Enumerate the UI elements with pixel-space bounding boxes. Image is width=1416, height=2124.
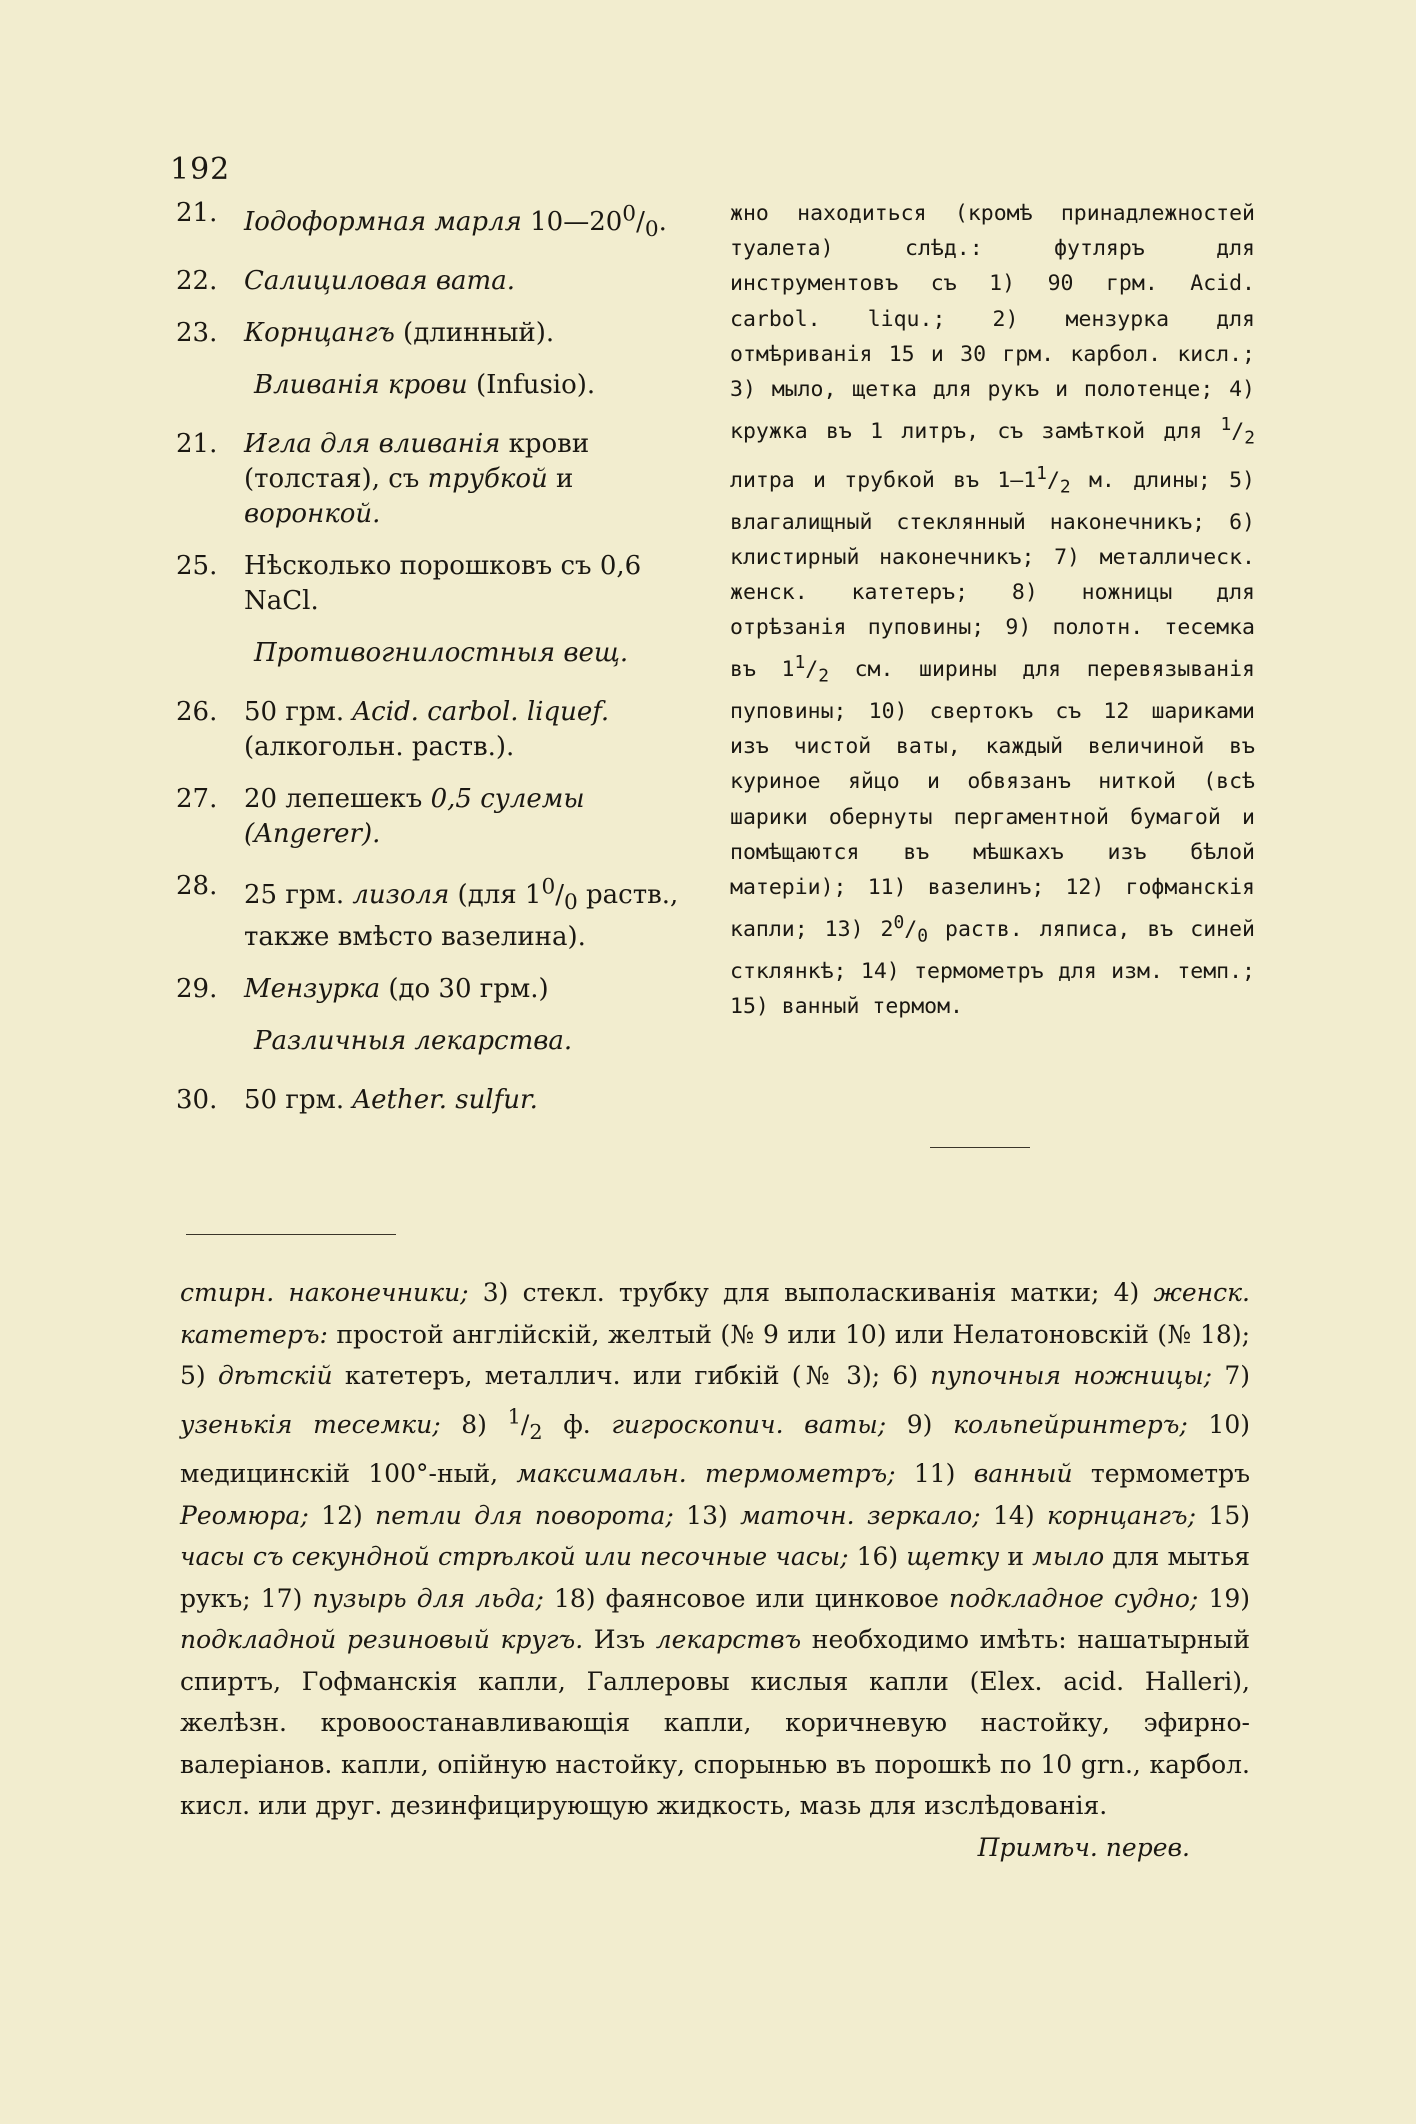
page-number: 192 (170, 152, 231, 187)
list-item-text: Игла для вливанія крови (толстая), съ трубкой и воронкой. (244, 428, 590, 529)
footnote-signature: Примѣч. перев. (977, 1832, 1190, 1862)
list-item-text: 50 грм. Acid. carbol. liquef. (алкогольн. раств.). (244, 696, 610, 762)
footnote (180, 1272, 1250, 1868)
list-item-number: 29. (176, 973, 218, 1004)
list-item-text: Мензурка (до 30 грм.) (244, 973, 549, 1004)
list-item-number: 22. (176, 265, 218, 296)
list-item-number: 27. (176, 783, 218, 814)
list-item-text: 25 грм. лизоля (для $1^0/_0$ раств., также вмѣсто вазелина). (244, 873, 679, 952)
list-item (176, 695, 696, 765)
list-item-text: 20 лепешекъ 0,5 сулемы (Angerer). (244, 783, 585, 849)
left-column (176, 196, 696, 1135)
list-item-number: 25. (176, 550, 218, 581)
right-column-text: жно находиться (кромѣ принадлежностей туалета) слѣд.: футляръ для инструментовъ съ 1) 90 грм. Acid. carbol. liqu.; 2) мензурка для отмѣриванія 15 и 30 грм. карбол. кисл.; 3) мыло, щетка для рукъ и полотенце; 4) кружка въ 1 литръ, съ замѣткой для $^1/_2$ литра и трубкой въ $1—1^1/_2$ м. длины; 5) влагалищный стеклянный наконечникъ; 6) клистирный наконечникъ; 7) металлическ. женск. катетеръ; 8) ножницы для отрѣзанія пуповины; 9) полотн. тесемка въ $1^1/_2$ см. ширины для перевязыванія пуповины; 10) свертокъ съ 12 шариками изъ чистой ваты, каждый величиной въ куриное яйцо и обвязанъ ниткой (всѣ шарики обернуты пергаментной бумагой и помѣщаются въ мѣшкахъ изъ бѣлой матеріи); 11) вазелинъ; 12) гофманскія капли; 13) $2^0/_0$ раств. ляписа, въ синей стклянкѣ; 14) термометръ для изм. темп.; 15) ванный термом. (730, 201, 1255, 1020)
column-end-rule (930, 1147, 1030, 1148)
section-heading: Различныя лекарства. (254, 1025, 573, 1056)
list-item-number: 21. (176, 198, 218, 228)
list-item (176, 196, 696, 247)
section-heading: Вливанія крови (Infusio). (254, 369, 596, 400)
list-item-number: 28. (176, 870, 218, 901)
list-item (176, 427, 696, 532)
footnote-rule (186, 1234, 396, 1235)
list-item-text: Нѣсколько порошковъ съ 0,6 NaCl. (244, 550, 642, 616)
list-item-text: Салициловая вата. (244, 265, 515, 296)
list-item-number: 23. (176, 317, 218, 348)
list-item-number: 21. (176, 428, 218, 459)
list-item (176, 972, 696, 1007)
list-item (176, 869, 696, 955)
list-item (176, 1083, 696, 1118)
list-item (176, 264, 696, 299)
list-item (176, 782, 696, 852)
list-item-text: Корнцангъ (длинный). (244, 317, 555, 348)
list-item-number: 26. (176, 696, 218, 727)
list-item-number: 30. (176, 1084, 218, 1115)
right-column (730, 196, 1255, 1024)
section-heading: Противогнилостныя вещ. (254, 637, 629, 668)
list-item-text: 50 грм. Aether. sulfur. (244, 1084, 538, 1115)
list-item-text: Iодоформная марля $10—20^0/_0$. (244, 201, 667, 242)
list-item (176, 316, 696, 351)
footnote-text: стирн. наконечники; 3) стекл. трубку для выполаскиванія матки; 4) женск. катетеръ: простой англійскій, желтый (№ 9 или 10) или Нелатоновскій (№ 18); 5) дѣтскій катетеръ, металлич. или гибкій (№ 3); 6) пупочныя ножницы; 7) узенькія тесемки; 8) $^1/_2$ ф. гигроскопич. ваты; 9) кольпейринтеръ; 10) медицинскій 100°-ный, максимальн. термометръ; 11) ванный термометръ Реомюра; 12) петли для поворота; 13) маточн. зеркало; 14) корнцангъ; 15) часы съ секундной стрѣлкой или песочные часы; 16) щетку и мыло для мытья рукъ; 17) пузырь для льда; 18) фаянсовое или цинковое подкладное судно; 19) подкладной резиновый кругъ. Изъ лекарствъ необходимо имѣть: нашатырный спиртъ, Гофманскія капли, Галлеровы кислыя капли (Elex. acid. Halleri), желѣзн. кровоостанавливающія капли, коричневую настойку, эфирно-валеріанов. капли, опійную настойку, спорынью въ порошкѣ по 10 grn., карбол. кисл. или друг. дезинфицирующую жидкость, мазь для изслѣдованія. (180, 1278, 1251, 1821)
list-item (176, 549, 696, 619)
